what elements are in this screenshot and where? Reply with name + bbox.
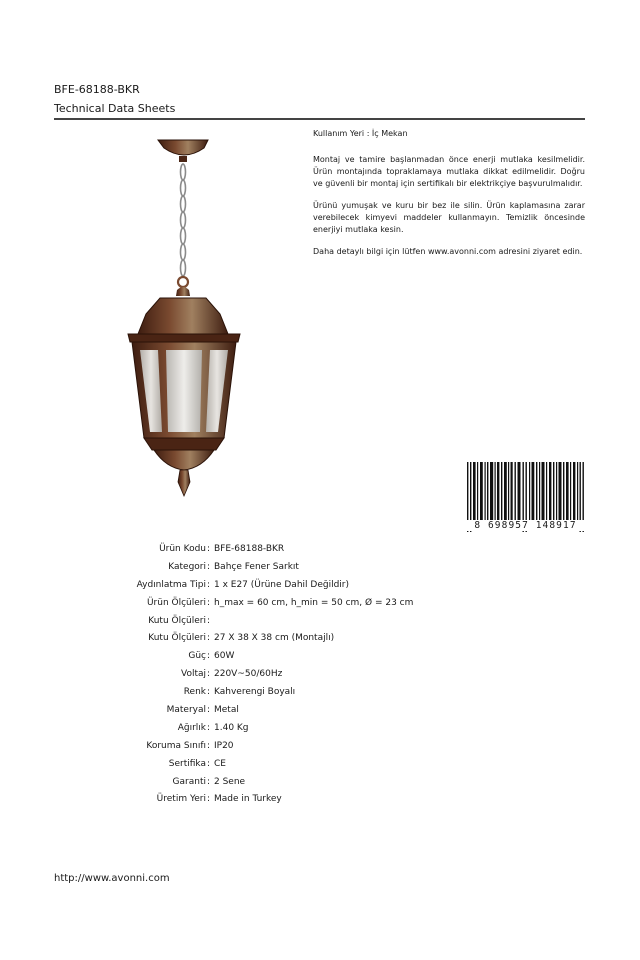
header-divider <box>54 118 585 120</box>
spec-row <box>0 705 640 723</box>
spec-row <box>0 687 640 705</box>
spec-value: IP20 <box>214 740 234 751</box>
spec-value: Bahçe Fener Sarkıt <box>214 561 299 572</box>
lantern-product-image <box>120 138 248 498</box>
spec-row <box>0 633 640 651</box>
product-code-heading: BFE-68188-BKR <box>54 83 140 96</box>
spec-colon: : <box>207 705 211 716</box>
spec-value: 1 x E27 (Ürüne Dahil Değildir) <box>214 579 349 590</box>
spec-label: Kutu Ölçüleri <box>148 633 206 644</box>
spec-label: Sertifika <box>168 758 206 769</box>
spec-row <box>0 616 640 634</box>
info-panel <box>313 128 585 268</box>
spec-label: Üretim Yeri <box>156 794 206 805</box>
spec-row <box>0 598 640 616</box>
spec-label: Renk <box>183 687 206 698</box>
cleaning-paragraph: Ürünü yumuşak ve kuru bir bez ile silin. Ürün kaplamasına zarar verebilecek kimyevi maddeler kullanmayın. Temizlik öncesinde enerjiyi mutlaka kesin. <box>313 201 585 234</box>
spec-value: Kahverengi Boyalı <box>214 687 296 698</box>
spec-colon: : <box>207 758 211 769</box>
spec-row <box>0 777 640 795</box>
spec-row <box>0 544 640 562</box>
spec-value: CE <box>214 758 226 769</box>
spec-row <box>0 723 640 741</box>
spec-colon: : <box>207 776 211 787</box>
spec-colon: : <box>207 544 211 554</box>
spec-row <box>0 759 640 777</box>
spec-value: 2 Sene <box>214 776 246 787</box>
spec-row <box>0 794 640 812</box>
spec-value: h_max = 60 cm, h_min = 50 cm, Ø = 23 cm <box>214 597 414 608</box>
usage-location: Kullanım Yeri : İç Mekan <box>313 129 408 138</box>
spec-label: Garanti <box>172 776 206 787</box>
spec-label: Voltaj <box>180 669 206 680</box>
spec-row <box>0 651 640 669</box>
spec-label: Materyal <box>166 705 206 716</box>
spec-colon: : <box>207 633 211 644</box>
website-paragraph: Daha detaylı bilgi için lütfen www.avonni.com adresini ziyaret edin. <box>313 247 583 256</box>
spec-colon: : <box>207 794 211 805</box>
spec-value: 27 X 38 X 38 cm (Montajlı) <box>214 633 335 644</box>
spec-colon: : <box>207 651 211 662</box>
document-subtitle: Technical Data Sheets <box>54 102 176 115</box>
spec-value: BFE-68188-BKR <box>214 544 285 554</box>
spec-colon: : <box>207 597 211 608</box>
spec-value: 1.40 Kg <box>214 722 249 733</box>
spec-colon: : <box>207 740 211 751</box>
spec-row <box>0 580 640 598</box>
barcode-number: 8 698957 148917 <box>467 520 584 531</box>
spec-label: Kategori <box>168 561 206 572</box>
footer-url: http://www.avonni.com <box>54 873 170 884</box>
spec-label: Aydınlatma Tipi <box>136 579 206 590</box>
spec-label: Koruma Sınıfı <box>146 740 206 751</box>
spec-row <box>0 669 640 687</box>
spec-colon: : <box>207 615 211 626</box>
spec-colon: : <box>207 722 211 733</box>
spec-value: 60W <box>214 651 235 662</box>
spec-label: Ağırlık <box>177 722 206 733</box>
spec-colon: : <box>207 561 211 572</box>
spec-colon: : <box>207 669 211 680</box>
spec-label: Güç <box>188 651 206 662</box>
spec-value: Made in Turkey <box>214 794 282 805</box>
spec-row <box>0 741 640 759</box>
spec-colon: : <box>207 579 211 590</box>
spec-row <box>0 562 640 580</box>
spec-label: Ürün Ölçüleri <box>146 597 206 608</box>
spec-table <box>0 544 640 812</box>
spec-value: Metal <box>214 705 239 716</box>
spec-label: Kutu Ölçüleri <box>148 615 206 626</box>
spec-colon: : <box>207 687 211 698</box>
safety-paragraph: Montaj ve tamire başlanmadan önce enerji mutlaka kesilmelidir. Ürün montajında topraklamaya mutlaka dikkat edilmelidir. Doğru ve güvenli bir montaj için sertifikalı bir elektrikçiye başvurulmalıdır. <box>313 155 585 188</box>
spec-label: Ürün Kodu <box>159 544 206 554</box>
spec-value: 220V~50/60Hz <box>214 669 283 680</box>
